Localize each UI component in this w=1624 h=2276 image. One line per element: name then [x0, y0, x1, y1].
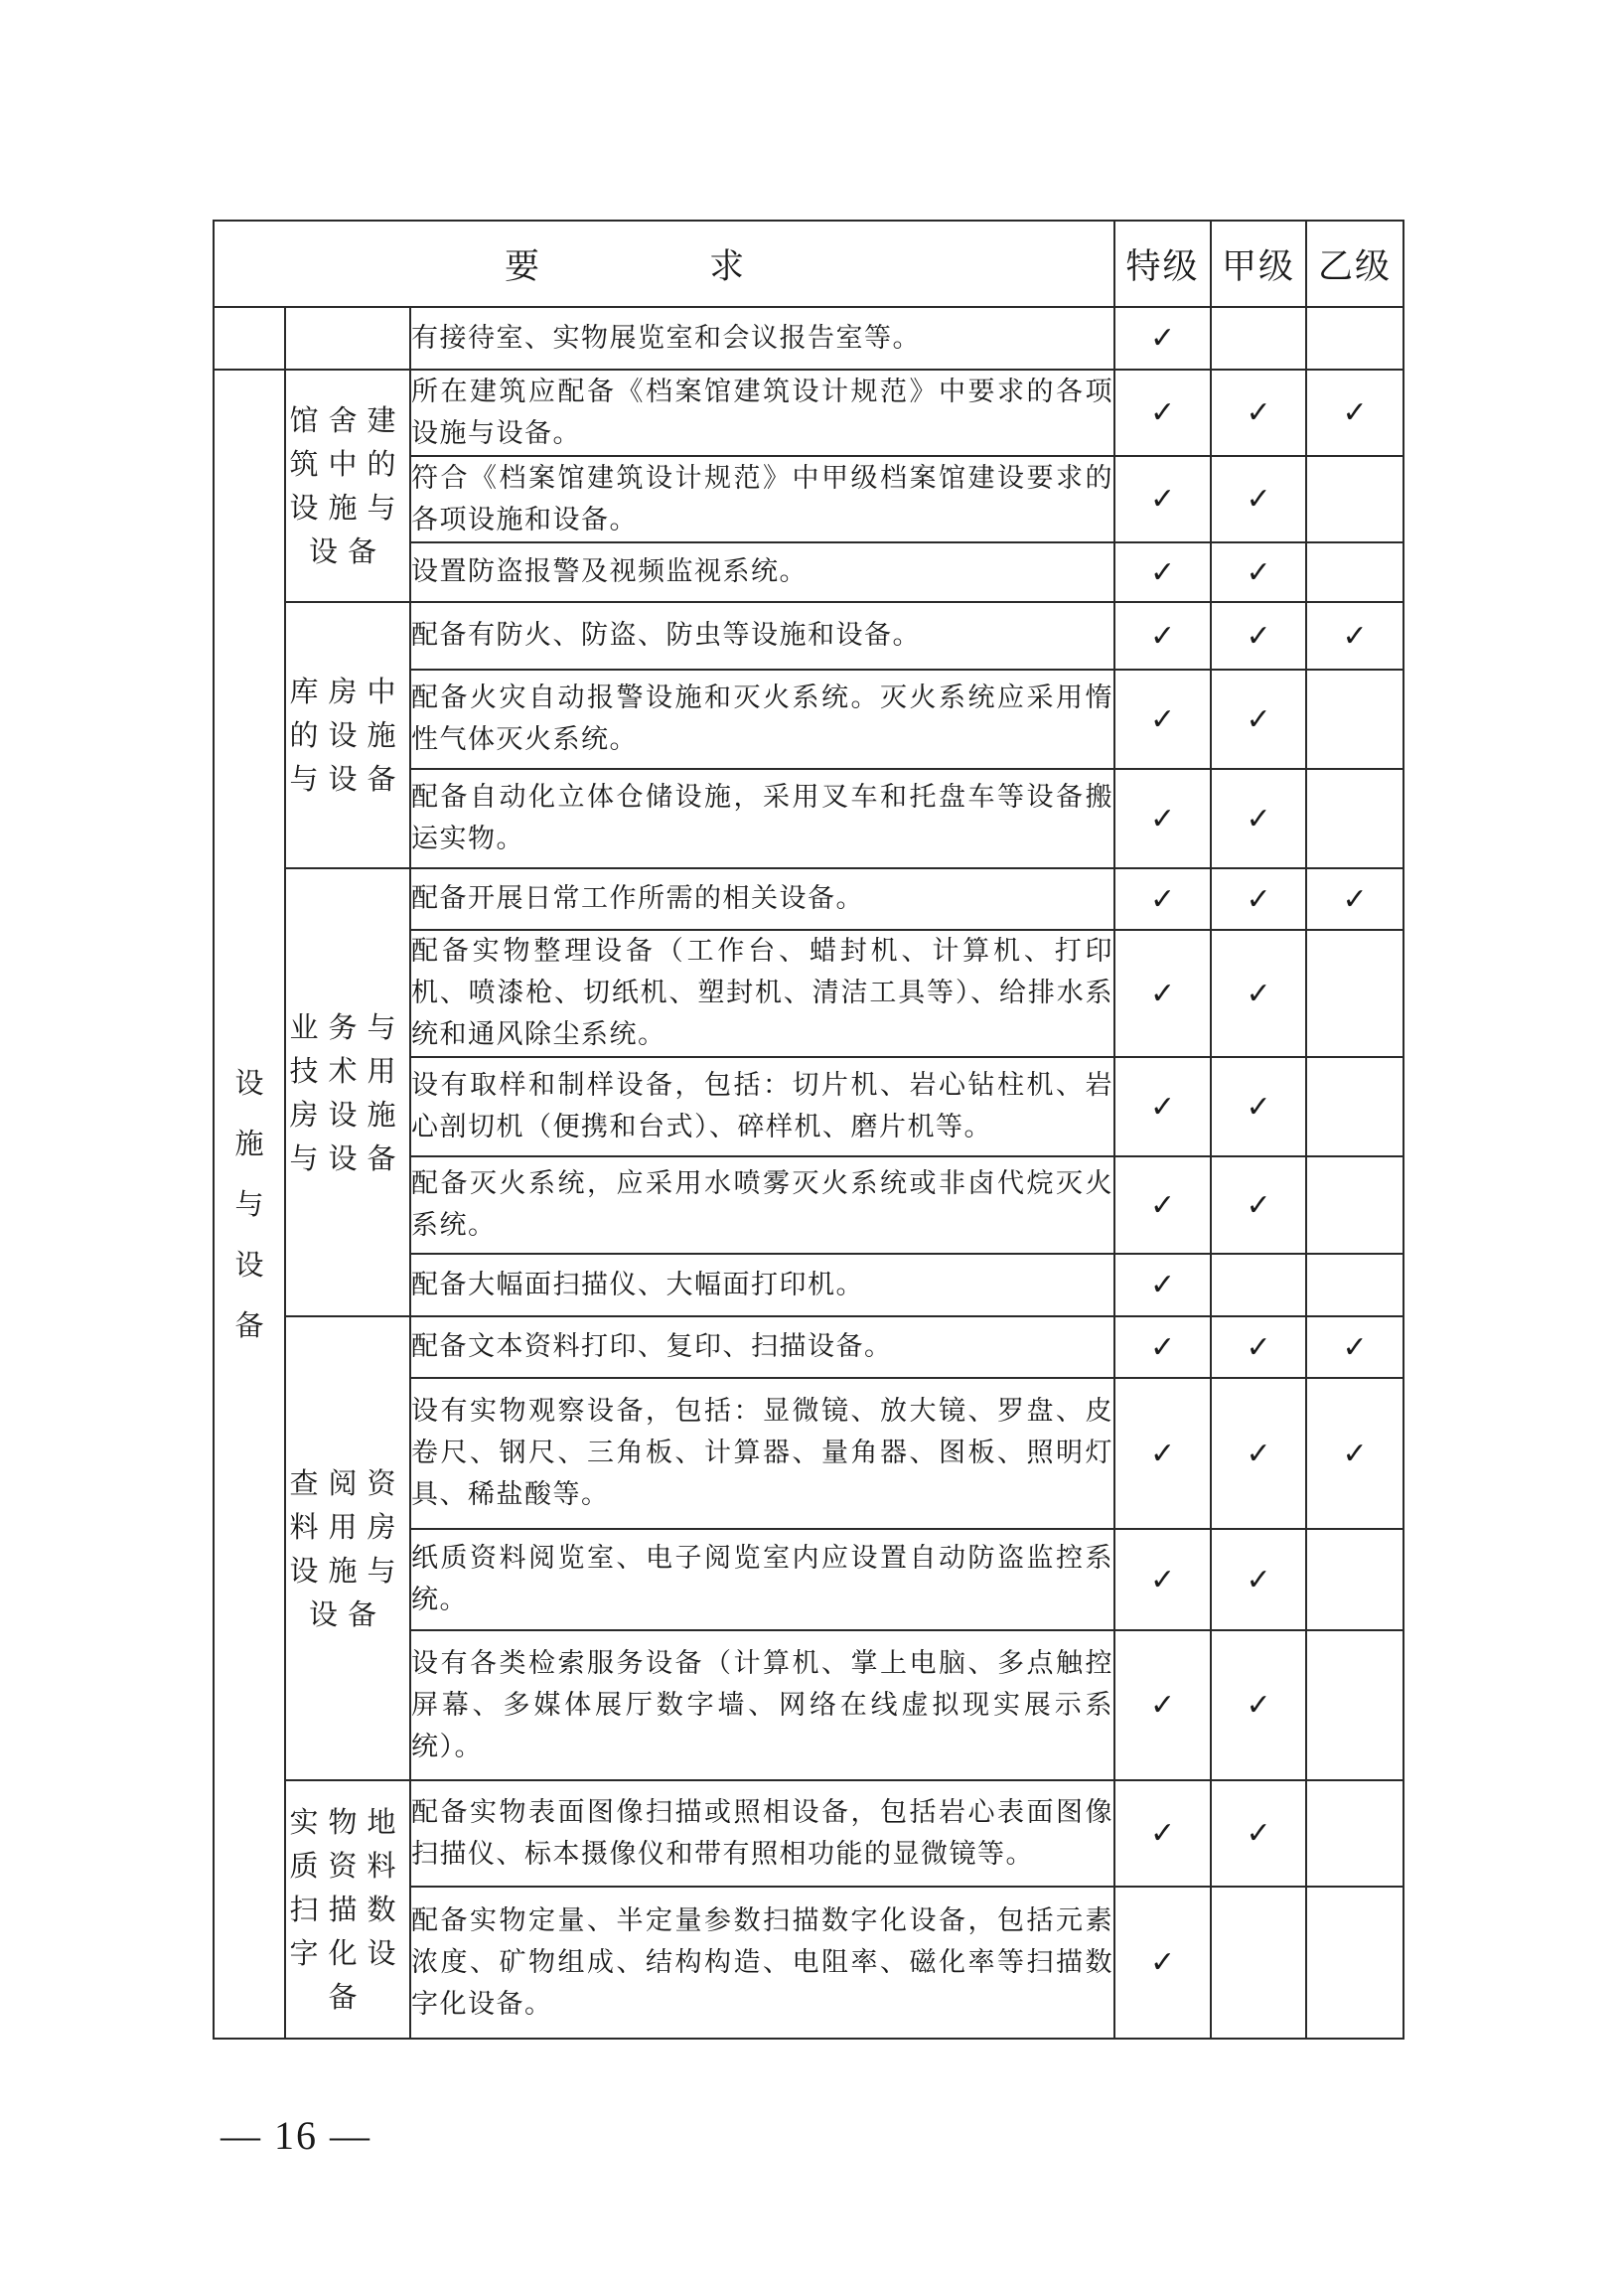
requirement-text: 所在建筑应配备《档案馆建筑设计规范》中要求的各项设施与设备。: [410, 370, 1114, 456]
grade-b-check: ✓: [1306, 1316, 1403, 1378]
special-grade-check: ✓: [1114, 1316, 1211, 1378]
grade-b-check: [1306, 1254, 1403, 1316]
requirement-text: 配备大幅面扫描仪、大幅面打印机。: [410, 1254, 1114, 1316]
requirement-text: 配备开展日常工作所需的相关设备。: [410, 868, 1114, 930]
table-row: [214, 307, 1403, 370]
grade-b-check: [1306, 1057, 1403, 1156]
grade-a-check: ✓: [1211, 1780, 1306, 1887]
table-row: [214, 1780, 1403, 1887]
requirement-text: 设有取样和制样设备，包括：切片机、岩心钻柱机、岩心剖切机（便携和台式）、碎样机、磨片机等。: [410, 1057, 1114, 1156]
grade-b-check: [1306, 1630, 1403, 1780]
grade-a-check: ✓: [1211, 602, 1306, 670]
table-row: [214, 868, 1403, 930]
grade-b-check: [1306, 670, 1403, 769]
requirement-text: 配备实物整理设备（工作台、蜡封机、计算机、打印机、喷漆枪、切纸机、塑封机、清洁工具等）、给排水系统和通风除尘系统。: [410, 930, 1114, 1057]
requirement-text: 配备实物定量、半定量参数扫描数字化设备，包括元素浓度、矿物组成、结构构造、电阻率、磁化率等扫描数字化设备。: [410, 1887, 1114, 2039]
main-category-char: 备: [234, 1307, 264, 1342]
grade-a-check: ✓: [1211, 1529, 1306, 1630]
main-category-char: 施: [234, 1126, 264, 1160]
special-grade-check: ✓: [1114, 1254, 1211, 1316]
table-header-row: [214, 221, 1403, 307]
special-grade-check: ✓: [1114, 602, 1211, 670]
grade-b-check: [1306, 542, 1403, 602]
header-requirement: 要 求: [214, 221, 1114, 307]
page-number: — 16 —: [221, 2113, 371, 2158]
special-grade-check: ✓: [1114, 930, 1211, 1057]
subcategory-reading-room: 查阅资料用房设施与设备: [285, 1316, 410, 1780]
special-grade-check: ✓: [1114, 769, 1211, 868]
requirement-text: 配备火灾自动报警设施和灭火系统。灭火系统应采用惰性气体灭火系统。: [410, 670, 1114, 769]
grade-a-check: ✓: [1211, 456, 1306, 542]
grade-b-check: ✓: [1306, 868, 1403, 930]
requirement-text: 配备自动化立体仓储设施，采用叉车和托盘车等设备搬运实物。: [410, 769, 1114, 868]
special-grade-check: ✓: [1114, 670, 1211, 769]
grade-b-check: [1306, 930, 1403, 1057]
grade-a-check: ✓: [1211, 542, 1306, 602]
grade-a-check: ✓: [1211, 670, 1306, 769]
requirement-text: 设置防盗报警及视频监视系统。: [410, 542, 1114, 602]
grade-a-check: ✓: [1211, 930, 1306, 1057]
requirement-text: 有接待室、实物展览室和会议报告室等。: [410, 307, 1114, 370]
main-category-char: 设: [234, 1065, 264, 1100]
grade-a-check: ✓: [1211, 1057, 1306, 1156]
grade-a-check: [1211, 1887, 1306, 2039]
grade-a-check: ✓: [1211, 1378, 1306, 1529]
empty-sub-cell: [285, 307, 410, 370]
special-grade-check: ✓: [1114, 1156, 1211, 1254]
grade-b-check: ✓: [1306, 370, 1403, 456]
special-grade-check: ✓: [1114, 868, 1211, 930]
requirement-text: 配备有防火、防盗、防虫等设施和设备。: [410, 602, 1114, 670]
header-grade-a: 甲级: [1211, 221, 1306, 307]
grade-b-check: [1306, 1156, 1403, 1254]
requirement-text: 配备灭火系统，应采用水喷雾灭火系统或非卤代烷灭火系统。: [410, 1156, 1114, 1254]
subcategory-storage: 库房中的设施与设备: [285, 602, 410, 868]
requirement-text: 设有各类检索服务设备（计算机、掌上电脑、多点触控屏幕、多媒体展厅数字墙、网络在线虚拟现实展示系统）。: [410, 1630, 1114, 1780]
grade-b-check: [1306, 1780, 1403, 1887]
special-grade-check: ✓: [1114, 1887, 1211, 2039]
subcategory-building: 馆舍建筑中的设施与设备: [285, 370, 410, 602]
grade-b-check: ✓: [1306, 1378, 1403, 1529]
subcategory-digitization: 实物地质资料扫描数字化设备: [285, 1780, 410, 2039]
table-row: [214, 602, 1403, 670]
special-grade-check: ✓: [1114, 542, 1211, 602]
requirements-table: [213, 220, 1404, 2040]
special-grade-check: ✓: [1114, 1630, 1211, 1780]
special-grade-check: ✓: [1114, 370, 1211, 456]
header-grade-b: 乙级: [1306, 221, 1403, 307]
special-grade-check: ✓: [1114, 1057, 1211, 1156]
special-grade-check: ✓: [1114, 1529, 1211, 1630]
main-category-char: 与: [234, 1186, 264, 1221]
grade-a-check: ✓: [1211, 1316, 1306, 1378]
grade-a-check: [1211, 1254, 1306, 1316]
grade-a-check: ✓: [1211, 769, 1306, 868]
grade-a-check: ✓: [1211, 1156, 1306, 1254]
empty-main-cell: [214, 307, 285, 370]
grade-a-check: ✓: [1211, 370, 1306, 456]
special-grade-check: ✓: [1114, 1780, 1211, 1887]
requirement-text: 纸质资料阅览室、电子阅览室内应设置自动防盗监控系统。: [410, 1529, 1114, 1630]
grade-a-check: ✓: [1211, 868, 1306, 930]
table-row: [214, 370, 1403, 456]
requirement-text: 配备文本资料打印、复印、扫描设备。: [410, 1316, 1114, 1378]
header-special-grade: 特级: [1114, 221, 1211, 307]
grade-b-check: [1306, 769, 1403, 868]
requirement-text: 配备实物表面图像扫描或照相设备，包括岩心表面图像扫描仪、标本摄像仪和带有照相功能的显微镜等。: [410, 1780, 1114, 1887]
subcategory-business-technical: 业务与技术用房设施与设备: [285, 868, 410, 1316]
main-category-char: 设: [234, 1247, 264, 1282]
requirement-text: 设有实物观察设备，包括：显微镜、放大镜、罗盘、皮卷尺、钢尺、三角板、计算器、量角器、图板、照明灯具、稀盐酸等。: [410, 1378, 1114, 1529]
grade-b-check: [1306, 307, 1403, 370]
grade-b-check: [1306, 1887, 1403, 2039]
table-row: [214, 1316, 1403, 1378]
grade-a-check: ✓: [1211, 1630, 1306, 1780]
special-grade-check: ✓: [1114, 307, 1211, 370]
main-category-cell: [214, 370, 285, 2039]
special-grade-check: ✓: [1114, 456, 1211, 542]
grade-b-check: [1306, 1529, 1403, 1630]
requirement-text: 符合《档案馆建筑设计规范》中甲级档案馆建设要求的各项设施和设备。: [410, 456, 1114, 542]
grade-a-check: [1211, 307, 1306, 370]
grade-b-check: [1306, 456, 1403, 542]
special-grade-check: ✓: [1114, 1378, 1211, 1529]
grade-b-check: ✓: [1306, 602, 1403, 670]
